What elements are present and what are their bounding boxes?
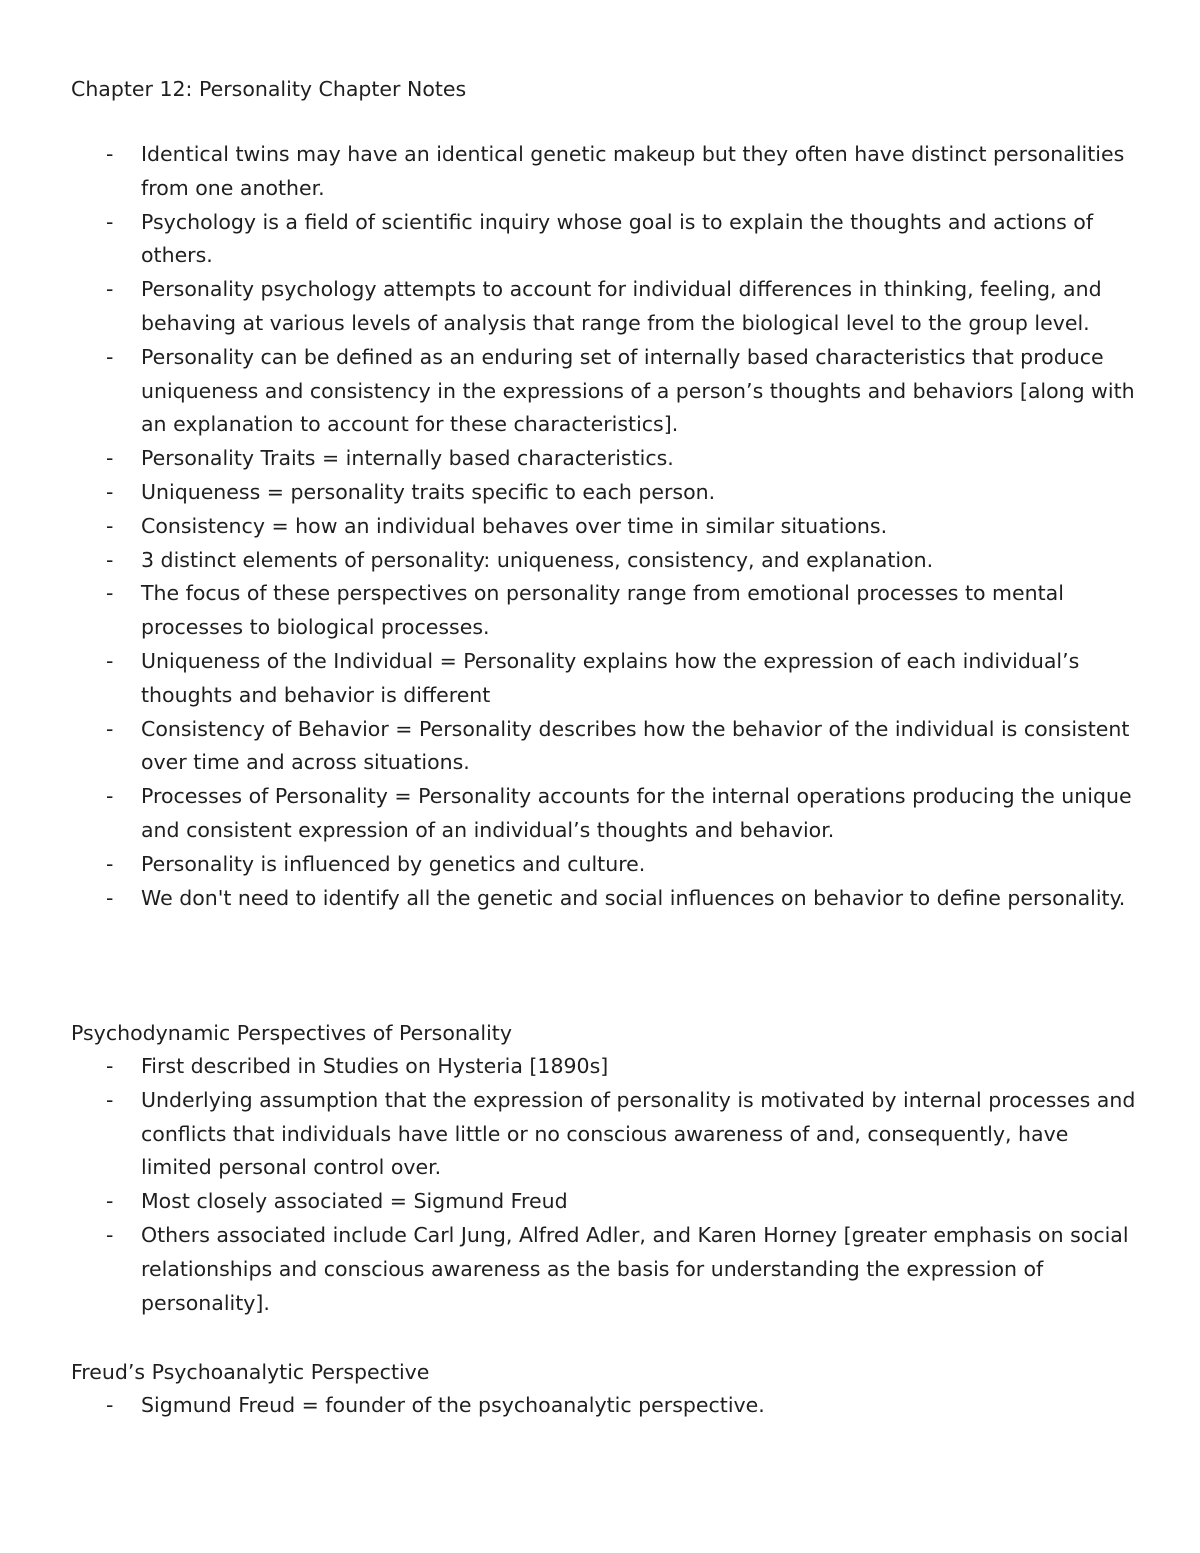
section-heading-psychodynamic: Psychodynamic Perspectives of Personality xyxy=(71,1021,512,1045)
list-item: - We don't need to identify all the genetic and social influences on behavior to define personality. xyxy=(0,882,1200,916)
list-item: - Processes of Personality = Personality accounts for the internal operations producing the unique and consistent expression of an individual’s thoughts and behavior. xyxy=(0,780,1200,848)
bullet-dash: - xyxy=(106,1189,114,1214)
list-item: - 3 distinct elements of personality: uniqueness, consistency, and explanation. xyxy=(0,544,1200,578)
bullet-dash: - xyxy=(106,885,114,910)
bullet-dash: - xyxy=(106,209,114,234)
list-item: - Personality Traits = internally based characteristics. xyxy=(0,442,1200,476)
section-heading-freud: Freud’s Psychoanalytic Perspective xyxy=(71,1360,430,1384)
list-item: - Uniqueness = personality traits specific to each person. xyxy=(0,476,1200,510)
list-item: - Others associated include Carl Jung, Alfred Adler, and Karen Horney [greater emphasis on social relationships and conscious awareness as the basis for understanding the expression of personality]. xyxy=(0,1219,1200,1320)
list-item: - Personality is influenced by genetics and culture. xyxy=(0,848,1200,882)
bullet-dash: - xyxy=(106,446,114,471)
list-item: - The focus of these perspectives on personality range from emotional processes to mental processes to biological processes. xyxy=(0,577,1200,645)
list-item: - Sigmund Freud = founder of the psychoanalytic perspective. xyxy=(0,1389,1200,1423)
bullet-dash: - xyxy=(106,513,114,538)
bullet-dash: - xyxy=(106,1393,114,1417)
bullet-dash: - xyxy=(106,547,114,572)
list-item: - Consistency = how an individual behaves over time in similar situations. xyxy=(0,510,1200,544)
bullet-dash: - xyxy=(106,1054,114,1078)
psychodynamic-bullet-list xyxy=(0,1050,1200,1320)
list-item: - Personality psychology attempts to account for individual differences in thinking, feeling, and behaving at various levels of analysis that range from the biological level to the group level. xyxy=(0,273,1200,341)
bullet-dash: - xyxy=(106,1087,114,1112)
bullet-dash: - xyxy=(106,716,114,741)
list-item: - Personality can be defined as an enduring set of internally based characteristics that produce uniqueness and consistency in the expressions of a person’s thoughts and behaviors [along with an explanation to account for these characteristics]. xyxy=(0,341,1200,442)
intro-bullet-list xyxy=(0,138,1200,915)
bullet-dash: - xyxy=(106,784,114,809)
bullet-dash: - xyxy=(106,344,114,369)
list-item: - First described in Studies on Hysteria [1890s] xyxy=(0,1050,1200,1084)
list-item: - Uniqueness of the Individual = Personality explains how the expression of each individual’s thoughts and behavior is different xyxy=(0,645,1200,713)
bullet-dash: - xyxy=(106,581,114,606)
bullet-dash: - xyxy=(106,479,114,504)
bullet-dash: - xyxy=(106,1222,114,1247)
list-item: - Identical twins may have an identical genetic makeup but they often have distinct personalities from one another. xyxy=(0,138,1200,206)
bullet-dash: - xyxy=(106,277,114,302)
document-title: Chapter 12: Personality Chapter Notes xyxy=(71,77,467,101)
list-item: - Consistency of Behavior = Personality describes how the behavior of the individual is consistent over time and across situations. xyxy=(0,713,1200,781)
list-item: - Most closely associated = Sigmund Freud xyxy=(0,1185,1200,1219)
bullet-dash: - xyxy=(106,851,114,876)
list-item: - Psychology is a field of scientific inquiry whose goal is to explain the thoughts and actions of others. xyxy=(0,206,1200,274)
bullet-dash: - xyxy=(106,648,114,673)
list-item: - Underlying assumption that the expression of personality is motivated by internal processes and conflicts that individuals have little or no conscious awareness of and, consequently, have limited personal control over. xyxy=(0,1084,1200,1185)
bullet-dash: - xyxy=(106,142,114,166)
freud-bullet-list xyxy=(0,1389,1200,1423)
